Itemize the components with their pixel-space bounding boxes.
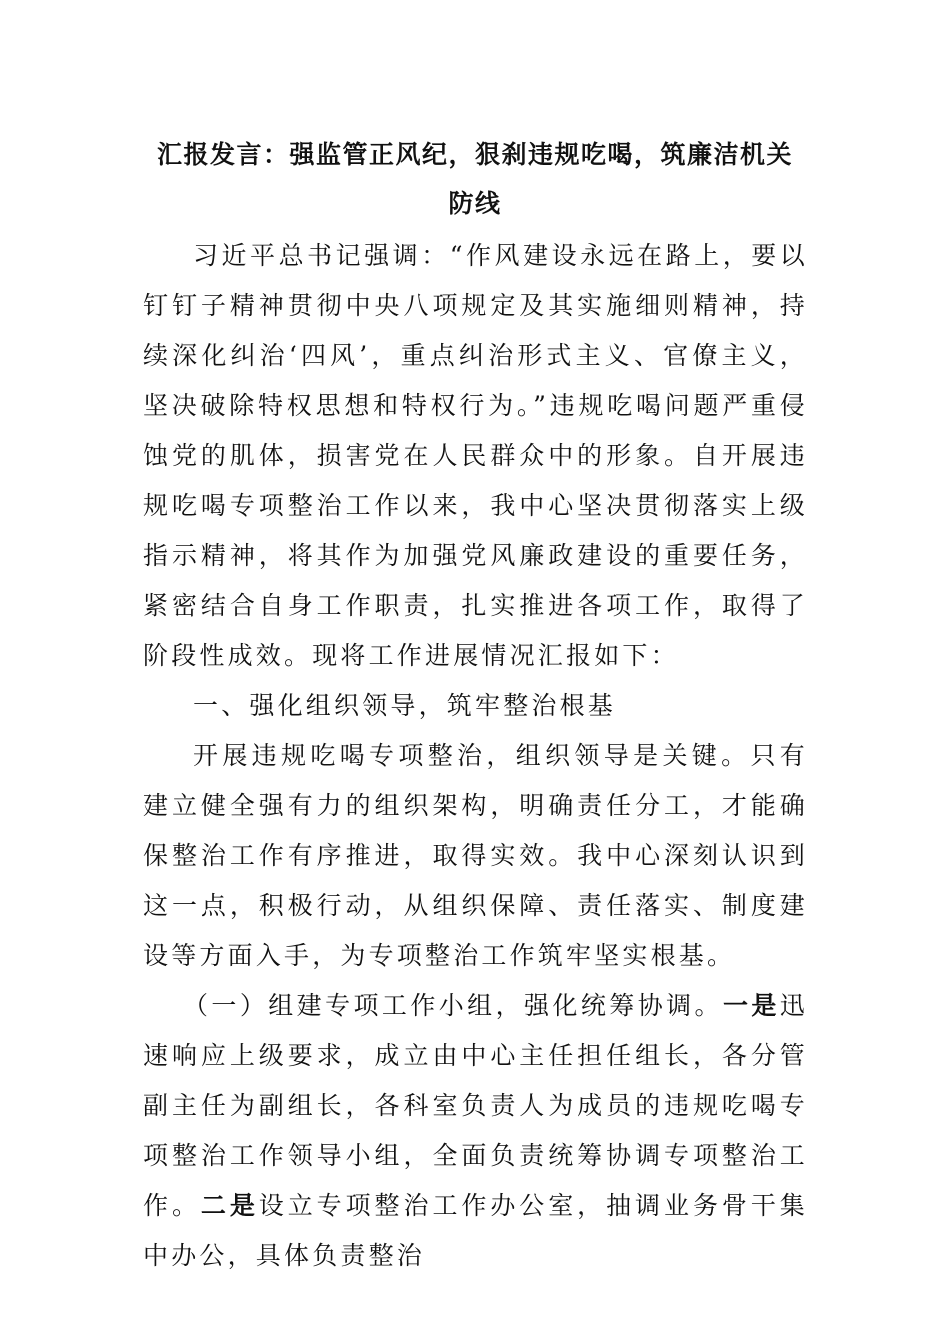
subsection-lead: （一）组建专项工作小组，强化统筹协调。	[183, 991, 723, 1020]
point-text-2: 设立专项整治工作办公室，抽调业务骨干集中办公，具体负责整治	[143, 1191, 808, 1270]
point-marker-2: 二是	[200, 1191, 259, 1220]
subsection-paragraph	[143, 981, 808, 1281]
body-paragraph: 开展违规吃喝专项整治，组织领导是关键。只有建立健全强有力的组织架构，明确责任分工，才能确保整治工作有序推进，取得实效。我中心深刻认识到这一点，积极行动，从组织保障、责任落实、制度建设等方面入手，为专项整治工作筑牢坚实根基。	[143, 741, 808, 970]
intro-paragraph: 习近平总书记强调：“作风建设永远在路上，要以钉钉子精神贯彻中央八项规定及其实施细则精神，持续深化纠治‘四风’，重点纠治形式主义、官僚主义，坚决破除特权思想和特权行为。”违规吃喝问题严重侵蚀党的肌体，损害党在人民群众中的形象。自开展违规吃喝专项整治工作以来，我中心坚决贯彻落实上级指示精神，将其作为加强党风廉政建设的重要任务，紧密结合自身工作职责，扎实推进各项工作，取得了阶段性成效。现将工作进展情况汇报如下：	[143, 241, 808, 670]
document-title: 汇报发言：强监管正风纪，狠刹违规吃喝，筑廉洁机关防线	[156, 140, 793, 218]
section-heading: 一、强化组织领导，筑牢整治根基	[193, 691, 617, 720]
point-marker-1: 一是	[722, 991, 780, 1020]
point-text-1: 迅速响应上级要求，成立由中心主任担任组长，各分管副主任为副组长，各科室负责人为成员的违规吃喝专项整治工作领导小组，全面负责统筹协调专项整治工作。	[143, 991, 808, 1220]
